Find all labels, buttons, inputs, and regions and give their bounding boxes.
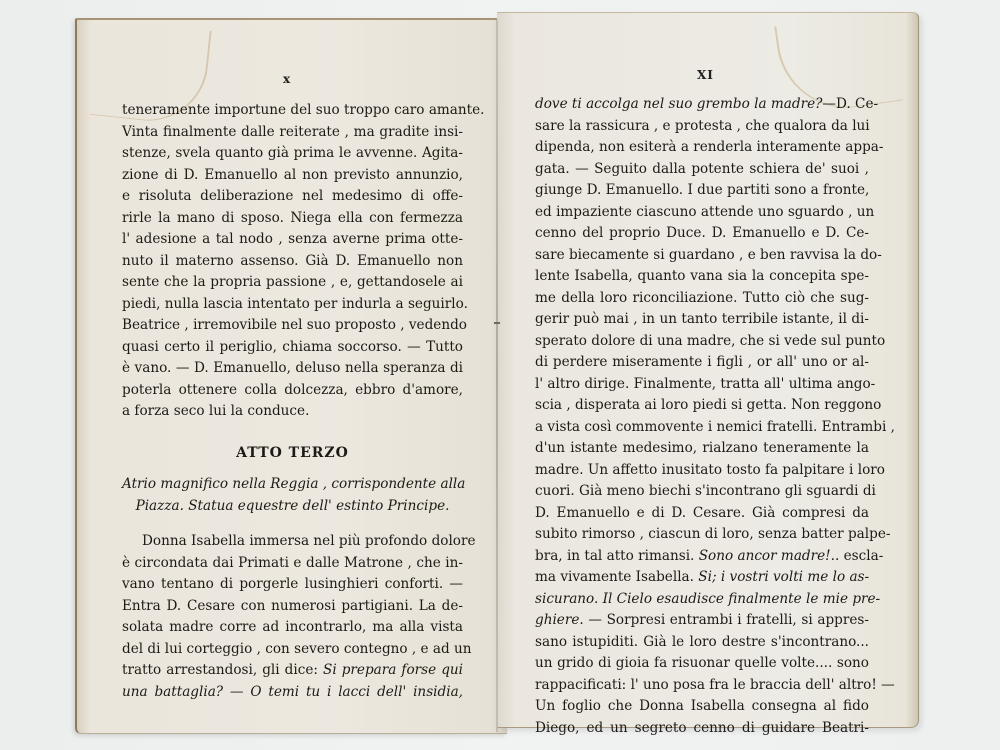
paragraph: [122, 100, 485, 423]
text-italic: ghiere.: [535, 612, 584, 628]
text-line: [535, 94, 879, 116]
text-line: me della loro riconciliazione. Tutto ciò che sug-: [535, 289, 869, 306]
text-roman: bra, in tal atto rimansi.: [535, 547, 699, 564]
text-line: Diego, ed un segreto cenno di guidare Beatri-: [535, 719, 869, 736]
text-line: [535, 610, 869, 632]
text-line: [122, 660, 463, 682]
text-line: gerir può mai , in un tanto terribile istante, il di-: [535, 311, 869, 327]
text-line: solata madre corre ad incontrarlo, ma alla vista: [122, 619, 463, 635]
text-line: Un foglio che Donna Isabella consegna al fido: [535, 698, 869, 714]
right-page-text: [535, 94, 895, 739]
page-number-left: x: [283, 72, 292, 86]
binding-stitch: [494, 322, 500, 324]
text-line: Atrio magnifico nella Reggia , corrispondente alla: [122, 476, 466, 492]
text-line: sente che la propria passione , e, gettandosele ai: [122, 274, 463, 290]
text-line: subito rimorso , ciascun di loro, senza batter palpe-: [535, 526, 891, 542]
text-line: scia , disperata ai loro piedi si getta. Non reggono: [535, 397, 882, 413]
book-gutter: [496, 20, 498, 732]
text-line: stenze, svela quanto già prima le avvenne. Agita-: [122, 145, 463, 161]
text-line: poterla ottenere colla dolcezza, ebbro d'amore,: [122, 381, 463, 398]
text-line: un grido di gioia fa risuonar quelle volte.... sono: [535, 655, 869, 671]
text-line: [535, 546, 884, 568]
text-line: D. Emanuello e di D. Cesare. Già compresi da: [535, 504, 869, 521]
text-line: teneramente importune del suo troppo caro amante.: [122, 102, 485, 118]
text-line: nuto il materno assenso. Già D. Emanuello non: [122, 252, 463, 269]
text-line: d'un istante medesimo, rialzano teneramente la: [535, 440, 869, 456]
text-line: a forza seco lui la conduce.: [122, 403, 310, 419]
text-line: piedi, nulla lascia intentato per indurla a seguirlo.: [122, 295, 468, 312]
text-line: sano istupiditi. Già le loro destre s'incontrano...: [535, 633, 869, 650]
text-line: ed impaziente ciascuno attende uno sguardo , un: [535, 203, 875, 220]
text-italic: dove ti accolga nel suo grembo la madre?: [535, 96, 823, 112]
text-line: quasi certo il periglio, chiama soccorso. — Tutto: [122, 338, 463, 355]
text-line: gata. — Seguito dalla potente schiera de' suoi ,: [535, 160, 869, 177]
left-page-text: [122, 100, 485, 703]
text-line: Donna Isabella immersa nel più profondo dolore: [142, 533, 476, 549]
text-line: [535, 567, 869, 589]
text-line: a vista così commovente i nemici fratelli. Entrambi ,: [535, 418, 895, 435]
text-line: zione di D. Emanuello al non previsto annunzio,: [122, 166, 463, 183]
text-roman: escla-: [839, 547, 884, 564]
text-roman: — Sorpresi entrambi i fratelli, si appres-: [583, 612, 869, 628]
text-line: sare la rassicura , e protesta , che qualora da lui: [535, 117, 870, 134]
text-line: rappacificati: l' uno posa fra le braccia dell' altro! —: [535, 676, 895, 693]
act-heading: ATTO TERZO: [236, 444, 349, 461]
text-italic: Si prepara forse qui: [323, 662, 463, 678]
text-line: una battaglia? — O temi tu i lacci dell' insidia,: [122, 683, 463, 700]
text-line: lente Isabella, quanto vana sia la concepita spe-: [535, 268, 869, 284]
text-line: sperato dolore di una madre, che si vede sul punto: [535, 332, 886, 349]
text-line: cuori. Già meno biechi s'incontrano gli sguardi di: [535, 483, 876, 499]
text-line: giunge D. Emanuello. I due partiti sono a fronte,: [535, 182, 870, 198]
text-line: di perdere miseramente i figli , or all' uno or al-: [535, 354, 869, 370]
text-line: Vinta finalmente dalle reiterate , ma gradite insi-: [122, 123, 463, 140]
text-line: l' adesione a tal nodo , senza averne prima otte-: [122, 231, 463, 247]
text-line: l' altro dirige. Finalmente, tratta all' ultima ango-: [535, 375, 876, 392]
text-line: sicurano. Il Cielo esaudisce finalmente le mie pre-: [535, 590, 881, 607]
text-line: Beatrice , irremovibile nel suo proposto , vedendo: [122, 317, 467, 333]
text-italic: Sono ancor madre!..: [698, 547, 840, 564]
text-line: cenno del proprio Duce. D. Emanuello e D. Ce-: [535, 225, 869, 241]
stage-direction: [122, 474, 466, 517]
text-line: rirle la mano di sposo. Niega ella con fermezza: [122, 209, 463, 226]
paragraph: [122, 531, 476, 703]
text-line: dipenda, non esiterà a renderla interamente appa-: [535, 139, 884, 155]
text-line: è vano. — D. Emanuello, deluso nella speranza di: [122, 360, 463, 376]
text-roman: ma vivamente Isabella.: [535, 569, 699, 585]
text-line: è circondata dai Primati e dalle Matrone , che in-: [122, 554, 463, 571]
page-number-right: XI: [697, 68, 714, 82]
text-line: sare biecamente si guardano , e ben ravvisa la do-: [535, 246, 882, 263]
text-roman: tratto arrestandosi, gli dice:: [122, 662, 324, 678]
text-roman: —D. Ce-: [822, 96, 879, 112]
text-line: Entra D. Cesare con numerosi partigiani. La de-: [122, 597, 463, 614]
text-line: Piazza. Statua equestre dell' estinto Principe.: [135, 497, 450, 514]
text-line: del di lui corteggio , con severo contegno , e ad un: [122, 640, 472, 657]
text-line: e risoluta deliberazione nel medesimo di offe-: [122, 188, 463, 204]
text-line: vano tentano di porgerle lusinghieri conforti. —: [122, 576, 463, 592]
text-line: madre. Un affetto inusitato tosto fa palpitare i loro: [535, 461, 885, 478]
text-italic: Si; i vostri volti me lo as-: [698, 569, 870, 585]
